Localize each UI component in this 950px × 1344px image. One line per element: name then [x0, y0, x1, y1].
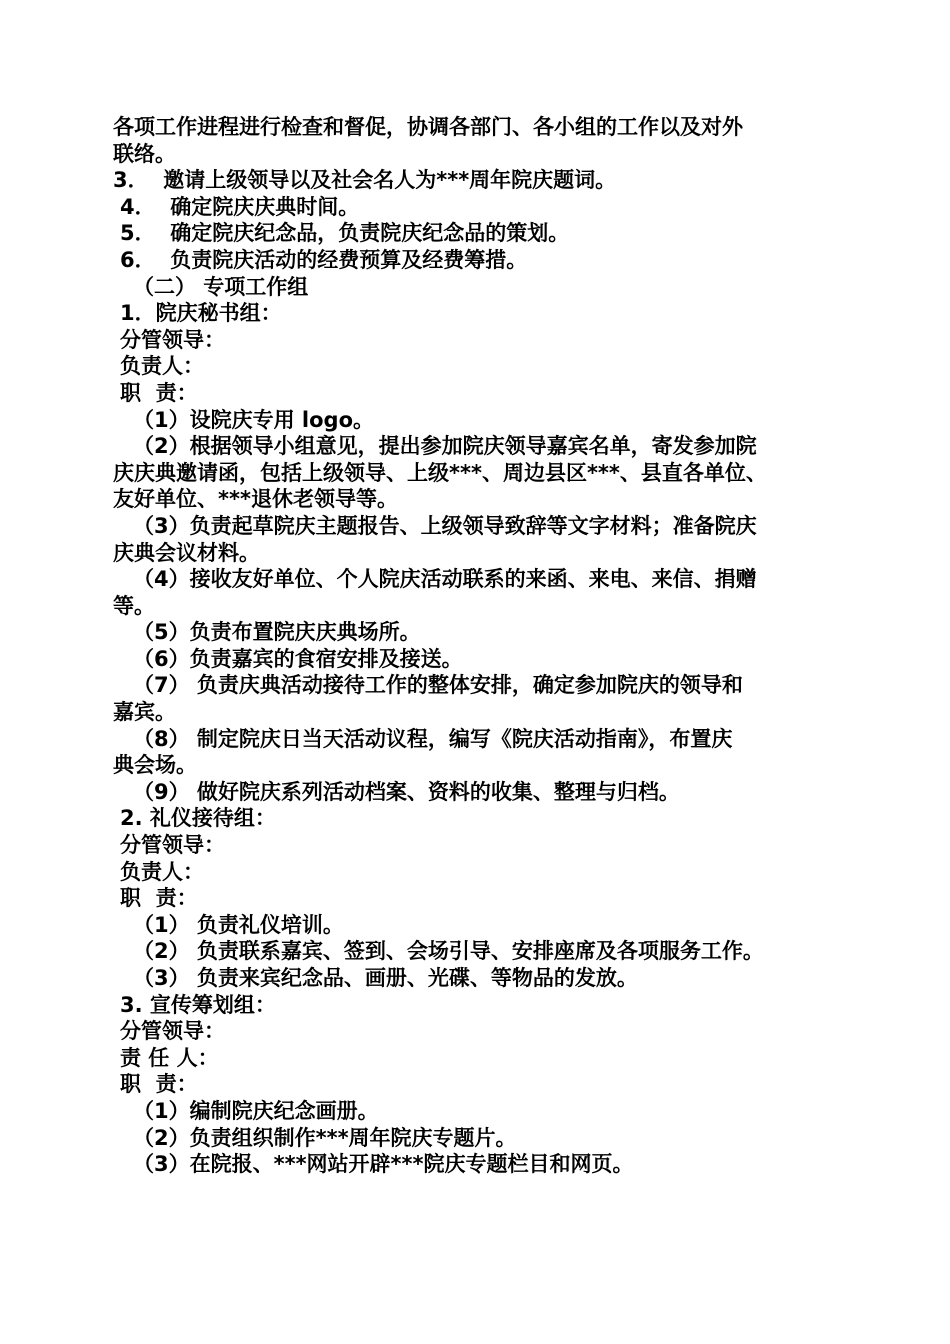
- text-line: （5）负责布置院庆庆典场所。: [133, 620, 421, 645]
- text-line: （3）在院报、***网站开辟***院庆专题栏目和网页。: [133, 1152, 634, 1177]
- text-line: 3． 邀请上级领导以及社会名人为***周年院庆题词。: [113, 168, 617, 193]
- text-line: （1） 负责礼仪培训。: [133, 912, 344, 937]
- text-line: 庆典会议材料。: [113, 540, 260, 565]
- text-line: 1．院庆秘书组：: [120, 301, 282, 326]
- text-line: （2）负责组织制作***周年院庆专题片。: [133, 1125, 517, 1150]
- text-line: 6． 负责院庆活动的经费预算及经费筹措。: [120, 247, 528, 272]
- text-line: 负责人：: [120, 354, 204, 379]
- text-line: （1）设院庆专用 logo。: [133, 407, 375, 432]
- text-line: 各项工作进程进行检查和督促，协调各部门、各小组的工作以及对外: [113, 115, 743, 139]
- text-line: （2） 负责联系嘉宾、签到、会场引导、安排座席及各项服务工作。: [133, 939, 764, 964]
- text-line: （1）编制院庆纪念画册。: [133, 1098, 379, 1123]
- text-line: 责 任 人：: [120, 1045, 219, 1070]
- text-line: （二） 专项工作组: [133, 274, 309, 299]
- document-body: [113, 114, 838, 1178]
- text-line: （8） 制定院庆日当天活动议程，编写《院庆活动指南》，布置庆: [133, 726, 733, 751]
- text-line: 4． 确定院庆庆典时间。: [120, 194, 360, 219]
- text-line: 3. 宣传筹划组：: [120, 992, 276, 1017]
- text-line: 等。: [113, 593, 155, 618]
- text-line: 分管领导：: [120, 327, 225, 352]
- text-line: 负责人：: [120, 859, 204, 884]
- text-line: 典会场。: [113, 753, 197, 778]
- text-line: 庆庆典邀请函，包括上级领导、上级***、周边县区***、县直各单位、: [113, 460, 767, 485]
- text-line: 职 责：: [120, 1072, 198, 1097]
- text-line: 嘉宾。: [113, 700, 176, 725]
- text-line: （3） 负责来宾纪念品、画册、光碟、等物品的发放。: [133, 966, 638, 990]
- text-line: 联络。: [113, 141, 176, 166]
- text-line: 分管领导：: [120, 1019, 225, 1044]
- text-line: 5． 确定院庆纪念品，负责院庆纪念品的策划。: [120, 221, 570, 246]
- text-line: （2）根据领导小组意见，提出参加院庆领导嘉宾名单，寄发参加院: [133, 434, 757, 459]
- text-line: 职 责：: [120, 886, 198, 911]
- text-line: （9） 做好院庆系列活动档案、资料的收集、整理与归档。: [133, 779, 680, 804]
- text-line: 分管领导：: [120, 833, 225, 858]
- text-line: 职 责：: [120, 380, 198, 405]
- text-line: 友好单位、***退休老领导等。: [113, 487, 398, 512]
- text-line: 2. 礼仪接待组：: [120, 806, 276, 831]
- text-line: （4）接收友好单位、个人院庆活动联系的来函、来电、来信、捐赠: [133, 567, 757, 592]
- text-line: （3）负责起草院庆主题报告、上级领导致辞等文字材料；准备院庆: [133, 513, 757, 538]
- text-line: （7） 负责庆典活动接待工作的整体安排，确定参加院庆的领导和: [133, 673, 743, 698]
- text-line: （6）负责嘉宾的食宿安排及接送。: [133, 646, 463, 671]
